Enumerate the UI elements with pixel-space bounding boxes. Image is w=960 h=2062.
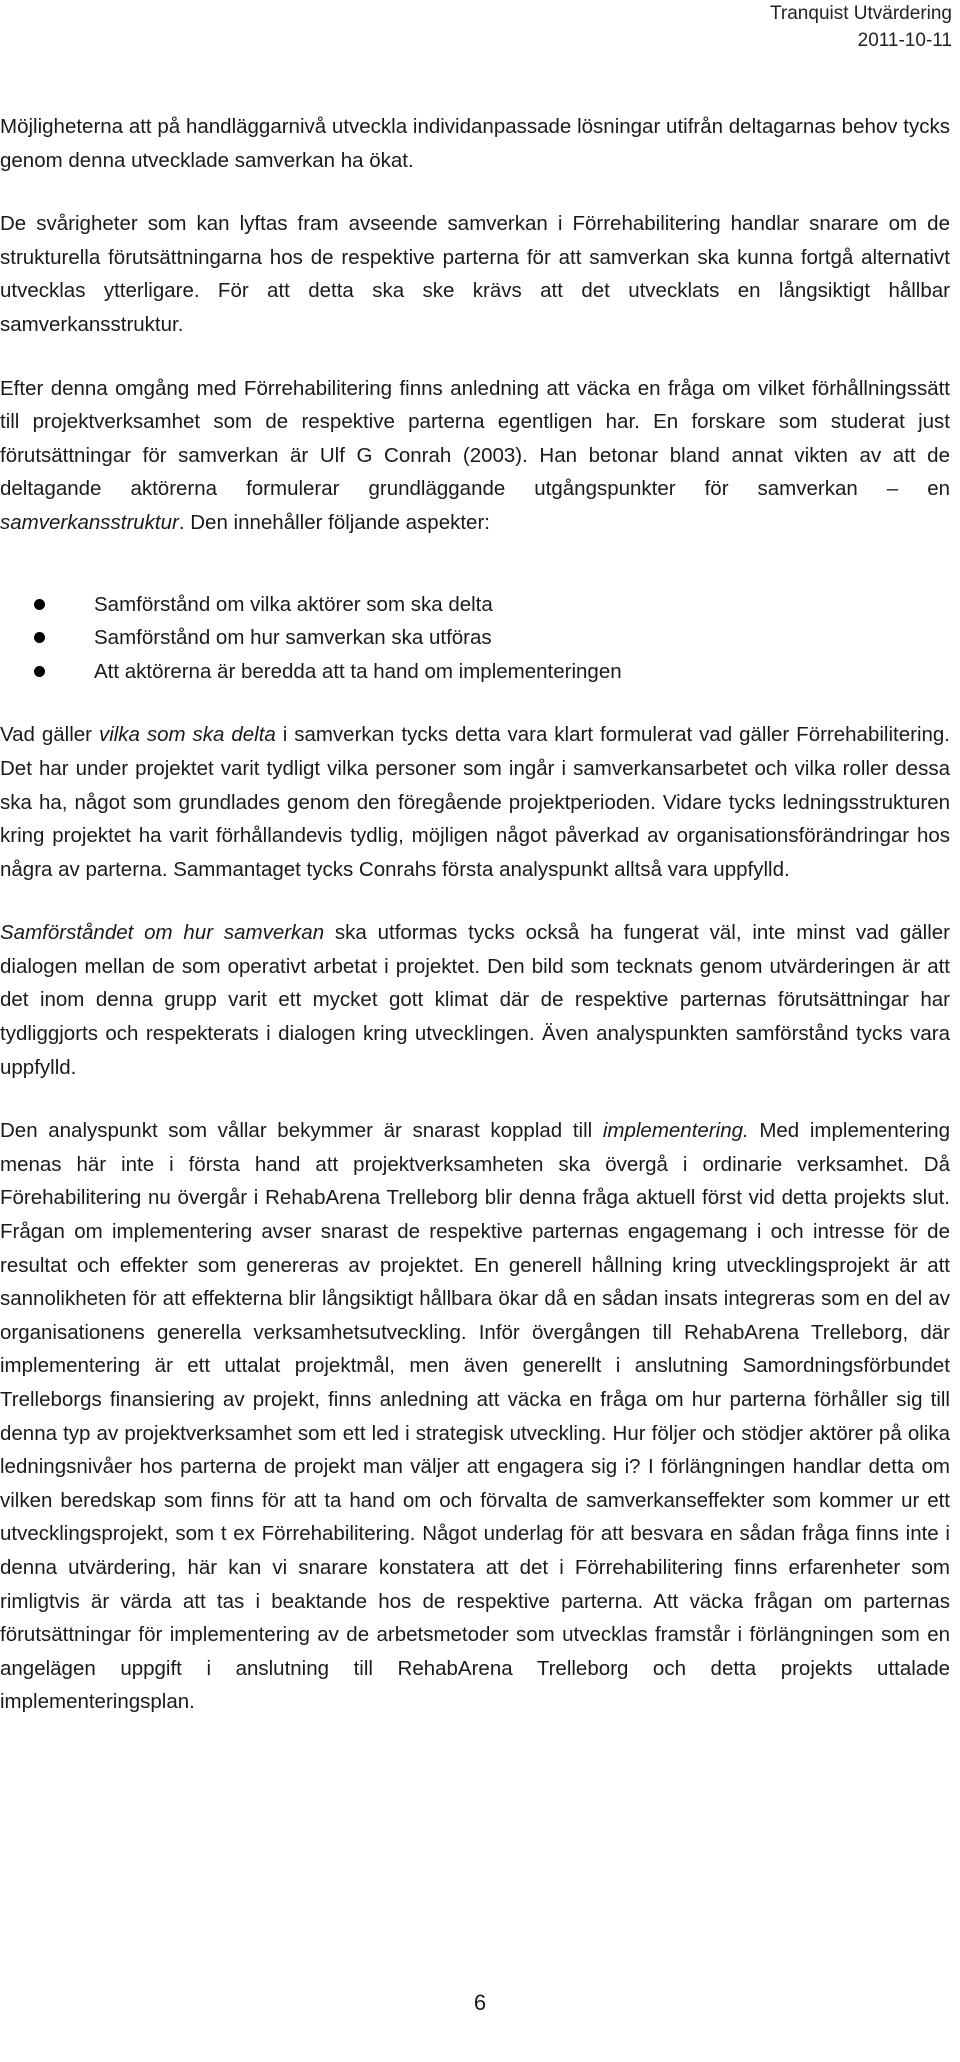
paragraph-2: De svårigheter som kan lyftas fram avseende samverkan i Förrehabilitering handlar snarare om de strukturella förutsättningarna hos de respektive parterna för att samverkan ska kunna fortgå alternativt utvecklas ytterligare. För att detta ska ske krävs att det utvecklats en långsiktigt hållbar samverkansstruktur. (0, 212, 950, 336)
bullet-item: Att aktörerna är beredda att ta hand om implementeringen (0, 655, 950, 689)
bullet-icon (34, 632, 45, 643)
paragraph-6: Den analyspunkt som vållar bekymmer är snarast kopplad till implementering. Med implementering menas här inte i första hand att projektverksamheten ska övergå i ordinarie verksamhet. Då Förehabilitering nu övergår i RehabArena Trelleborg blir denna fråga aktuell först vid detta projekts slut. Frågan om implementering avser snarast de respektive parternas engagemang i och intresse för de resultat och effekter som genereras av projektet. En generell hållning kring utvecklingsprojekt är att sannolikheten för att effekterna blir långsiktigt hållbara ökar då en sådan insats integreras som en del av organisationens generella verksamhetsutveckling. Inför övergången till RehabArena Trelleborg, där implementering är ett uttalat projektmål, men även generellt i anslutning Samordningsförbundet Trelleborgs finansiering av projekt, finns anledning att väcka en fråga om hur parterna förhåller sig till denna typ av projektverksamhet som ett led i strategisk utveckling. Hur följer och stödjer aktörer på olika ledningsnivåer hos parterna de projekt man väljer att engagera sig i? I förlängningen handlar detta om vilken beredskap som finns för att ta hand om och förvalta de samverkanseffekter som kommer ur ett utvecklingsprojekt, som t ex Förrehabilitering. Något underlag för att besvara en sådan fråga finns inte i denna utvärdering, här kan vi snarare konstatera att det i Förrehabilitering finns erfarenheter som rimligtvis är värda att tas i beaktande hos de respektive parterna. Att väcka frågan om parternas förutsättningar för implementering av de arbetsmetoder som utvecklas framstår i förlängningen som en angelägen uppgift i anslutning till RehabArena Trelleborg och detta projekts uttalade implementeringsplan. (0, 1119, 951, 1714)
bullet-list (0, 588, 950, 689)
bullet-icon (34, 666, 45, 677)
page-header (552, 0, 952, 54)
paragraph-3: Efter denna omgång med Förrehabilitering finns anledning att väcka en fråga om vilket förhållningssätt till projektverksamhet som de respektive parterna egentligen har. En forskare som studerat just förutsättningar för samverkan är Ulf G Conrah (2003). Han betonar bland annat vikten av att de deltagande aktörerna formulerar grundläggande utgångspunkter för samverkan – en samverkansstruktur. Den innehåller följande aspekter: (0, 376, 950, 534)
paragraph-1: Möjligheterna att på handläggarnivå utveckla individanpassade lösningar utifrån deltagarnas behov tycks genom denna utvecklade samverkan ha ökat. (0, 115, 950, 172)
document-body (0, 110, 950, 1719)
paragraph-4: Vad gäller vilka som ska delta i samverkan tycks detta vara klart formulerat vad gäller Förrehabilitering. Det har under projektet varit tydligt vilka personer som ingår i samverkansarbetet och vilka roller dessa ska ha, något som grundlades genom den föregående projektperioden. Vidare tycks ledningsstrukturen kring projektet ha varit förhållandevis tydlig, möjligen något påverkad av organisationsförändringar hos några av parterna. Sammantaget tycks Conrahs första analyspunkt alltså vara uppfylld. (0, 723, 950, 881)
bullet-icon (34, 599, 45, 610)
header-date: 2011-10-11 (857, 30, 952, 51)
bullet-item: Samförstånd om hur samverkan ska utföras (0, 621, 950, 655)
header-title: Tranquist Utvärdering (770, 3, 952, 24)
paragraph-5: Samförståndet om hur samverkan ska utformas tycks också ha fungerat väl, inte minst vad gäller dialogen mellan de som operativt arbetat i projektet. Den bild som tecknats genom utvärderingen är att det inom denna grupp varit ett mycket gott klimat där de respektive parternas förutsättningar har tydliggjorts och respekterats i dialogen kring utvecklingen. Även analyspunkten samförstånd tycks vara uppfylld. (0, 921, 950, 1079)
bullet-item: Samförstånd om vilka aktörer som ska delta (0, 588, 950, 622)
page-number: 6 (473, 1990, 487, 2015)
